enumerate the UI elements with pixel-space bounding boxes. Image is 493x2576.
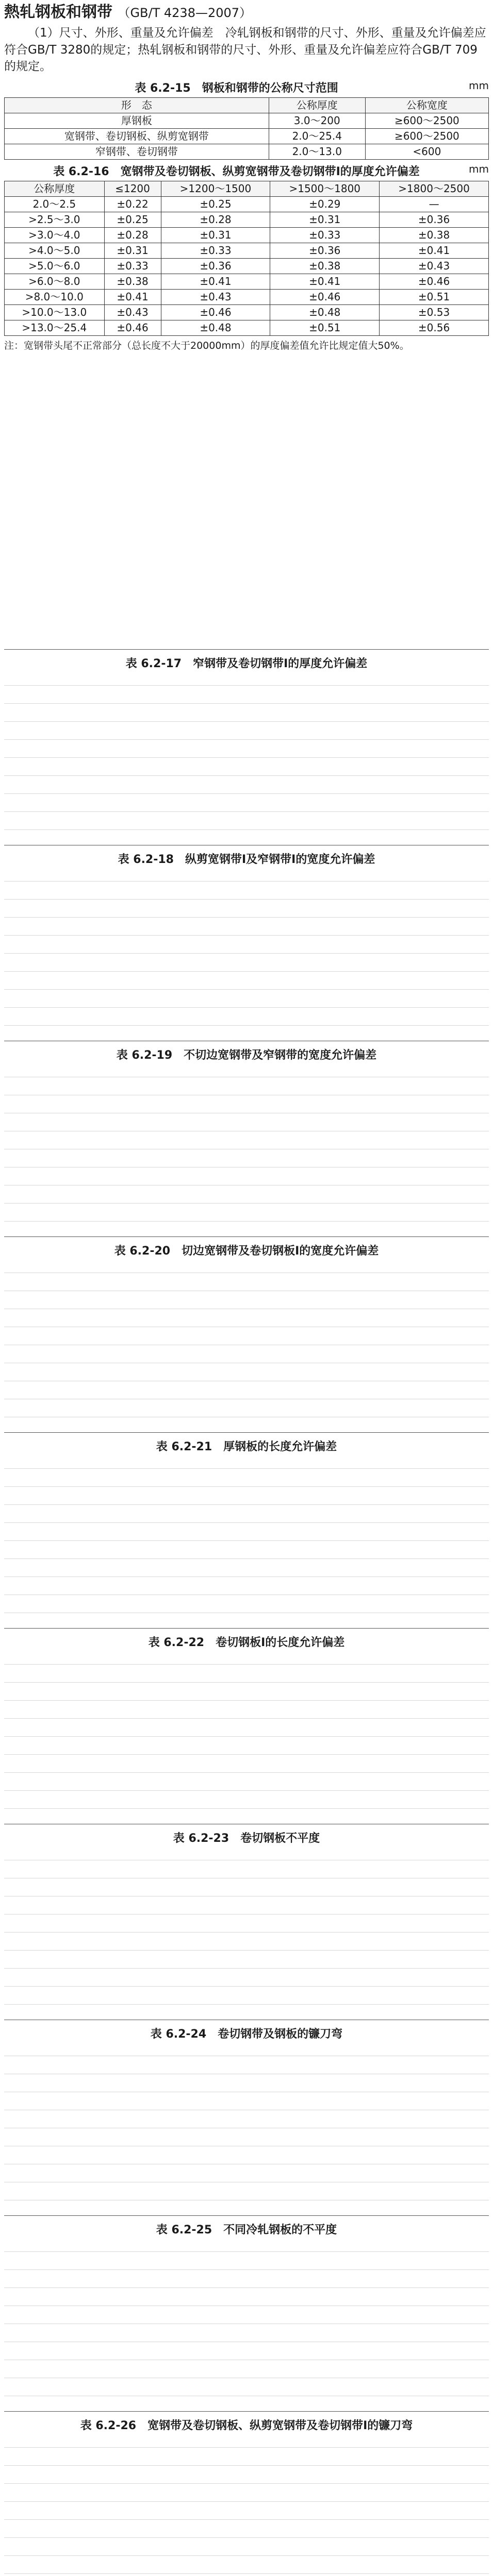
table2-cell: ±0.46 (104, 320, 161, 335)
table-section-title: 表 6.2-22 卷切钢板Ⅰ的长度允许偏差 (4, 1634, 489, 1650)
table2-header: ≤1200 (104, 181, 161, 196)
table2-cell: ±0.51 (380, 289, 489, 304)
table2-cell: ±0.41 (161, 274, 270, 289)
table-section (4, 649, 489, 845)
table-section (4, 1236, 489, 1432)
table-section (4, 1824, 489, 2020)
table2-cell: ±0.51 (270, 320, 380, 335)
table2-unit: mm (469, 162, 489, 175)
doc-title (4, 3, 489, 22)
standard-number: （GB/T 4238—2007） (118, 6, 252, 20)
table2-cell: ±0.48 (270, 304, 380, 320)
table2-cell: ±0.33 (161, 243, 270, 258)
table-section (4, 845, 489, 1041)
table2-cell: ±0.33 (104, 258, 161, 274)
table-section-title: 表 6.2-25 不同冷轧钢板的不平度 (4, 2221, 489, 2237)
table-section (4, 1628, 489, 1824)
table2-cell: ±0.56 (380, 320, 489, 335)
table-section (4, 2411, 489, 2576)
table1-cell: <600 (365, 144, 488, 159)
table2-cell: ±0.48 (161, 320, 270, 335)
table2-cell: ±0.25 (104, 212, 161, 227)
table-section (4, 1041, 489, 1236)
table2-title (4, 163, 489, 179)
table2-cell: ±0.31 (270, 212, 380, 227)
table-section-title: 表 6.2-21 厚钢板的长度允许偏差 (4, 1438, 489, 1454)
table1-cell: ≥600～2500 (365, 128, 488, 144)
table2-cell: >6.0～8.0 (5, 274, 105, 289)
table-section-title: 表 6.2-26 宽钢带及卷切钢板、纵剪宽钢带及卷切钢带Ⅰ的镰刀弯 (4, 2417, 489, 2433)
table2-note: 注：宽钢带头尾不正常部分（总长度不大于20000mm）的厚度偏差值允许比规定值大50%。 (4, 340, 409, 351)
table2-cell: ±0.28 (161, 212, 270, 227)
table2-cell: ±0.36 (161, 258, 270, 274)
table-section (4, 2020, 489, 2215)
table2-cell: ±0.53 (380, 304, 489, 320)
table1-cell: 宽钢带、卷切钢板、纵剪宽钢带 (5, 128, 269, 144)
table1-cell: 2.0～25.4 (269, 128, 365, 144)
table2-cell: ±0.38 (104, 274, 161, 289)
table2-cell: ±0.29 (270, 196, 380, 212)
table2-row (5, 274, 489, 289)
table2-title-text: 表 6.2-16 宽钢带及卷切钢板、纵剪宽钢带及卷切钢带Ⅰ的厚度允许偏差 (53, 165, 420, 178)
table2-cell: >8.0～10.0 (5, 289, 105, 304)
table2-header: 公称厚度 (5, 181, 105, 196)
table2-cell: >4.0～5.0 (5, 243, 105, 258)
table-section-title: 表 6.2-17 窄钢带及卷切钢带Ⅰ的厚度允许偏差 (4, 655, 489, 671)
table2-cell: ±0.41 (104, 289, 161, 304)
table2-cell: ±0.28 (104, 227, 161, 243)
table2-row (5, 243, 489, 258)
table2-cell: ±0.41 (270, 274, 380, 289)
table2-cell: >13.0～25.4 (5, 320, 105, 335)
table2-row (5, 304, 489, 320)
table1-cell: 3.0～200 (269, 113, 365, 128)
intro-paragraph: （1）尺寸、外形、重量及允许偏差 冷轧钢板和钢带的尺寸、外形、重量及允许偏差应符合GB/T 3280的规定；热轧钢板和钢带的尺寸、外形、重量及允许偏差应符合GB/T 709的规定。 (4, 26, 486, 74)
table1-cell: ≥600～2500 (365, 113, 488, 128)
table2-cell: >2.5～3.0 (5, 212, 105, 227)
table2-header: >1200～1500 (161, 181, 270, 196)
table2-cell: >5.0～6.0 (5, 258, 105, 274)
table-section-title: 表 6.2-18 纵剪宽钢带Ⅰ及窄钢带Ⅰ的宽度允许偏差 (4, 851, 489, 867)
table2-cell: 2.0～2.5 (5, 196, 105, 212)
table-section-title: 表 6.2-20 切边宽钢带及卷切钢板Ⅰ的宽度允许偏差 (4, 1242, 489, 1258)
table2-cell: ±0.22 (104, 196, 161, 212)
table1-row (5, 113, 489, 128)
table2-cell: ±0.25 (161, 196, 270, 212)
table2-cell: ±0.46 (161, 304, 270, 320)
table-section-title: 表 6.2-23 卷切钢板不平度 (4, 1829, 489, 1845)
table1-title (4, 79, 489, 95)
table2-row (5, 258, 489, 274)
table2-cell: >3.0～4.0 (5, 227, 105, 243)
table2-row (5, 212, 489, 227)
table2 (4, 181, 489, 336)
table1-header: 形 态 (5, 97, 269, 113)
table2-cell: ±0.36 (380, 212, 489, 227)
table-section-title: 表 6.2-19 不切边宽钢带及窄钢带的宽度允许偏差 (4, 1046, 489, 1062)
table2-cell: ±0.38 (380, 227, 489, 243)
table2-cell: — (380, 196, 489, 212)
table-section (4, 2215, 489, 2411)
table2-row (5, 196, 489, 212)
table2-cell: ±0.36 (270, 243, 380, 258)
table2-cell: ±0.31 (104, 243, 161, 258)
table2-cell: ±0.41 (380, 243, 489, 258)
table2-cell: >10.0～13.0 (5, 304, 105, 320)
doc-title-text: 熱轧钢板和钢带 (4, 3, 112, 21)
table2-body (5, 196, 489, 335)
table1-title-text: 表 6.2-15 钢板和钢带的公称尺寸范围 (135, 81, 338, 95)
table2-cell: ±0.38 (270, 258, 380, 274)
table2-cell: ±0.43 (380, 258, 489, 274)
table1-header: 公称宽度 (365, 97, 488, 113)
table2-header: >1500～1800 (270, 181, 380, 196)
table2-cell: ±0.46 (270, 289, 380, 304)
table-section-title: 表 6.2-24 卷切钢带及钢板的镰刀弯 (4, 2025, 489, 2041)
table1-cell: 窄钢带、卷切钢带 (5, 144, 269, 159)
table-section (4, 1432, 489, 1628)
table2-cell: ±0.43 (104, 304, 161, 320)
table2-cell: ±0.33 (270, 227, 380, 243)
table1-cell: 2.0～13.0 (269, 144, 365, 159)
table1 (4, 97, 489, 160)
table2-cell: ±0.31 (161, 227, 270, 243)
table2-cell: ±0.43 (161, 289, 270, 304)
table1-body (5, 113, 489, 159)
table1-row (5, 144, 489, 159)
table2-header: >1800～2500 (380, 181, 489, 196)
table2-row (5, 320, 489, 335)
table2-row (5, 289, 489, 304)
table1-unit: mm (469, 79, 489, 92)
table2-cell: ±0.46 (380, 274, 489, 289)
remaining-tables (4, 649, 489, 2576)
table1-row (5, 128, 489, 144)
table2-row (5, 227, 489, 243)
table1-cell: 厚钢板 (5, 113, 269, 128)
table1-header: 公称厚度 (269, 97, 365, 113)
